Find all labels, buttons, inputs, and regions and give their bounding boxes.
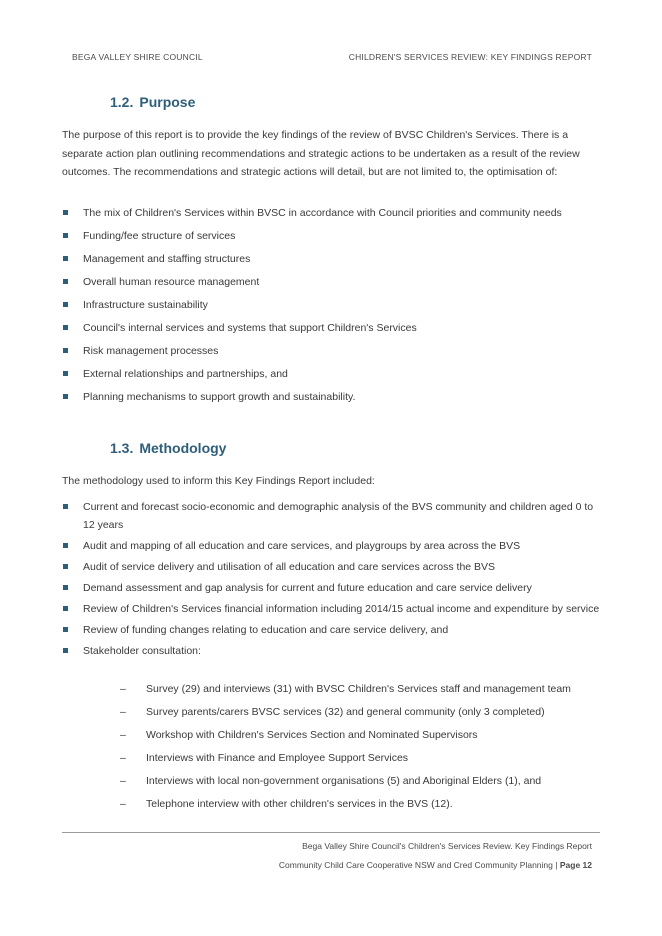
bullet-square-icon (63, 325, 68, 330)
consultation-sub-item: – Workshop with Children's Services Section and Nominated Supervisors (118, 727, 588, 744)
consultation-sub-item: – Survey (29) and interviews (31) with BVSC Children's Services staff and management team (118, 681, 588, 698)
footer-authors: Community Child Care Cooperative NSW and Cred Community Planning (278, 860, 553, 870)
dash-bullet-icon: – (120, 683, 126, 695)
purpose-heading-text: Purpose (139, 94, 196, 110)
methodology-heading (110, 440, 226, 456)
methodology-bullet-item: Review of funding changes relating to education and care service delivery, and (62, 621, 602, 639)
consultation-sub-item: – Survey parents/carers BVSC services (32) and general community (only 3 completed) (118, 704, 588, 721)
bullet-square-icon (63, 371, 68, 376)
consultation-sub-list (118, 681, 588, 813)
bullet-square-icon (63, 606, 68, 611)
methodology-bullet-item: Stakeholder consultation: (62, 642, 602, 660)
bullet-square-icon (63, 394, 68, 399)
bullet-square-icon (63, 648, 68, 653)
methodology-bullet-list (62, 498, 602, 660)
footer-report-title: Bega Valley Shire Council's Children's Services Review. Key Findings Report (302, 841, 592, 851)
footer-credits (279, 860, 592, 870)
dash-bullet-icon: – (120, 729, 126, 741)
methodology-bullet-item: Audit of service delivery and utilisation of all education and care services across the BVS (62, 558, 602, 576)
purpose-paragraph: The purpose of this report is to provide the key findings of the review of BVSC Children's Services. There is a separate action plan outlining recommendations and strategic actions to be undertaken as a result of the review outcomes. The recommendations and strategic actions will detail, but are not limited to, the optimisation of: (62, 129, 580, 178)
bullet-square-icon (63, 504, 68, 509)
purpose-bullet-item: External relationships and partnerships, and (62, 365, 602, 383)
methodology-heading-text: Methodology (139, 440, 227, 456)
purpose-bullet-item: Council's internal services and systems that support Children's Services (62, 319, 602, 337)
bullet-square-icon (63, 585, 68, 590)
purpose-heading (110, 94, 195, 110)
bullet-square-icon (63, 302, 68, 307)
footer-separator: | (555, 860, 558, 870)
bullet-square-icon (63, 233, 68, 238)
bullet-square-icon (63, 348, 68, 353)
dash-bullet-icon: – (120, 706, 126, 718)
methodology-bullet-item: Audit and mapping of all education and care services, and playgroups by area across the BVS (62, 537, 602, 555)
consultation-sub-item: – Telephone interview with other children's services in the BVS (12). (118, 796, 588, 813)
footer-divider (62, 832, 600, 833)
methodology-bullet-item: Review of Children's Services financial information including 2014/15 actual income and expenditure by service (62, 600, 602, 618)
consultation-sub-item: – Interviews with Finance and Employee Support Services (118, 750, 588, 767)
purpose-bullet-item: Management and staffing structures (62, 250, 602, 268)
methodology-heading-number: 1.3. (110, 440, 134, 456)
purpose-bullet-item: Funding/fee structure of services (62, 227, 602, 245)
dash-bullet-icon: – (120, 752, 126, 764)
page-header (72, 52, 592, 62)
purpose-bullet-item: The mix of Children's Services within BVSC in accordance with Council priorities and community needs (62, 204, 602, 222)
bullet-square-icon (63, 543, 68, 548)
bullet-square-icon (63, 256, 68, 261)
purpose-bullet-item: Risk management processes (62, 342, 602, 360)
page-number: Page 12 (559, 860, 592, 870)
consultation-sub-item: – Interviews with local non-government organisations (5) and Aboriginal Elders (1), and (118, 773, 588, 790)
purpose-bullet-list (62, 204, 602, 406)
methodology-intro: The methodology used to inform this Key Findings Report included: (62, 475, 375, 487)
dash-bullet-icon: – (120, 775, 126, 787)
bullet-square-icon (63, 210, 68, 215)
purpose-bullet-item: Planning mechanisms to support growth and sustainability. (62, 388, 602, 406)
header-right: CHILDREN'S SERVICES REVIEW: KEY FINDINGS REPORT (348, 52, 592, 62)
purpose-bullet-item: Infrastructure sustainability (62, 296, 602, 314)
methodology-bullet-item: Demand assessment and gap analysis for current and future education and care service delivery (62, 579, 602, 597)
bullet-square-icon (63, 279, 68, 284)
header-left: BEGA VALLEY SHIRE COUNCIL (72, 52, 203, 62)
purpose-bullet-item: Overall human resource management (62, 273, 602, 291)
dash-bullet-icon: – (120, 798, 126, 810)
methodology-bullet-item: Current and forecast socio-economic and demographic analysis of the BVS community and children aged 0 to 12 years (62, 498, 602, 534)
purpose-heading-number: 1.2. (110, 94, 134, 110)
bullet-square-icon (63, 627, 68, 632)
bullet-square-icon (63, 564, 68, 569)
